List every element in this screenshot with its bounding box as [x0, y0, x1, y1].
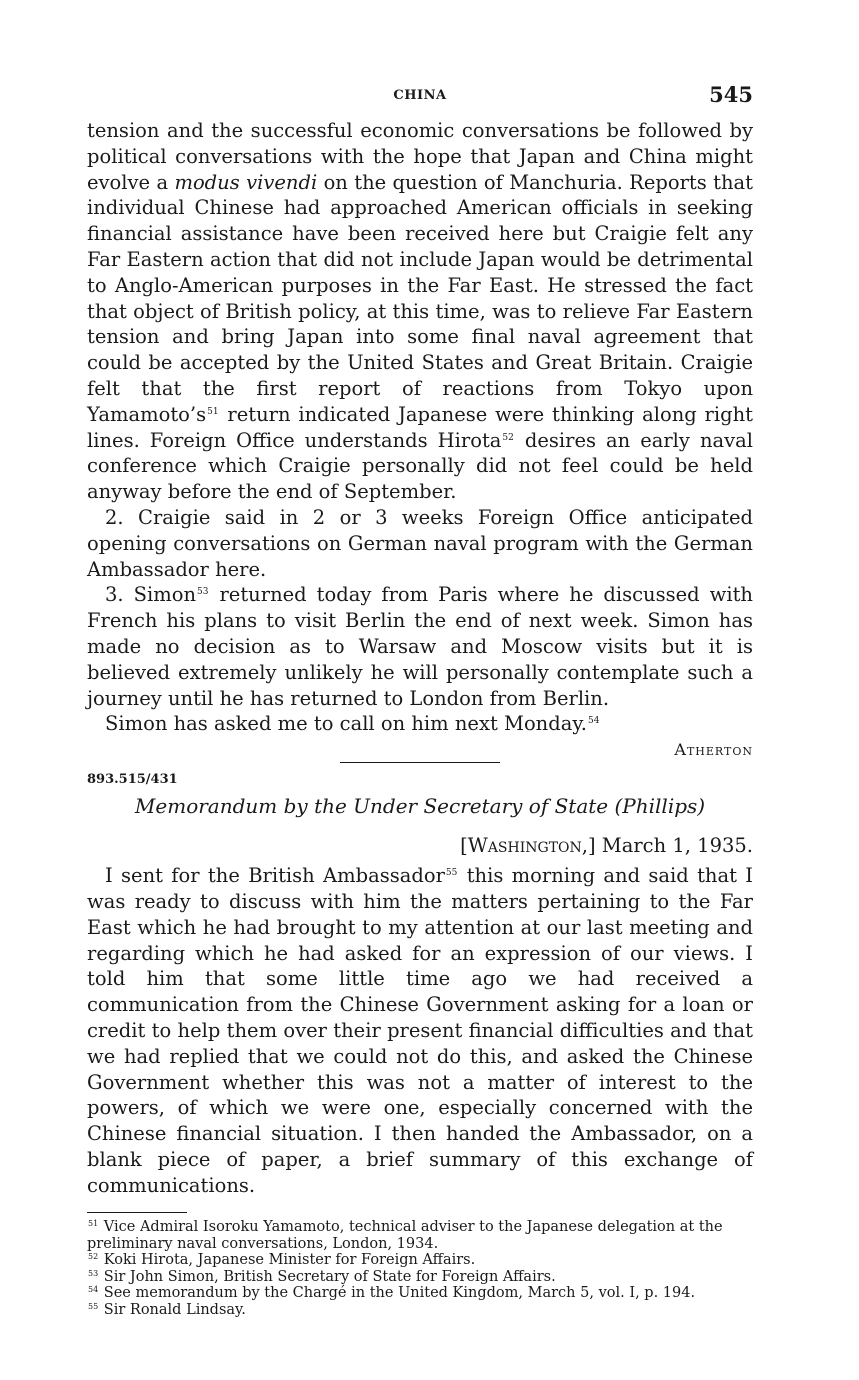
dateline-place: Washington: [467, 834, 582, 858]
paragraph-3: 3. Simon$^{53}$ returned today from Paris where he discussed with French his plans to visit Berlin the end of next week. Simon has made no decision as to Warsaw and Moscow visits but it is believed extremely unlikely he will personally contemplate such a journey until he has returned to London from Berlin.: [87, 583, 753, 710]
page-header: [87, 78, 753, 118]
page-number: 545: [709, 82, 753, 107]
footnote-ref: 54: [587, 716, 600, 727]
document-page: [87, 78, 753, 1318]
paragraph-2: 2. Craigie said in 2 or 3 weeks Foreign Office anticipated opening conversations on German naval program with the German Ambassador here.: [87, 505, 753, 581]
footnote: $^{55}$ Sir Ronald Lindsay.: [88, 1301, 246, 1318]
memo-paragraph: I sent for the British Ambassador$^{55}$ this morning and said that I was ready to discuss with him the matters pertaining to the Far East which he had brought to my attention at our last meeting and regarding which he had asked for an expression of our views. I told him that some little time ago we had received a communication from the Chinese Government asking for a loan or credit to help them over their present financial difficulties and that we had replied that we could not do this, and asked the Chinese Government whether this was not a matter of interest to the powers, of which we were one, especially concerned with the Chinese financial situation. I then handed the Ambassador, on a blank piece of paper, a brief summary of this exchange of communications.: [87, 864, 753, 1197]
footnote-ref: 52: [502, 432, 514, 443]
paragraph-4: Simon has asked me to call on him next Monday.$^{54}$: [105, 712, 600, 736]
footnote: $^{53}$ Sir John Simon, British Secretary of State for Foreign Affairs.: [88, 1268, 556, 1285]
italic-phrase: modus vivendi: [174, 170, 318, 194]
footnote-ref: 53: [197, 587, 209, 598]
running-head: CHINA: [393, 88, 447, 103]
signature: Atherton: [674, 740, 753, 760]
footnote: $^{54}$ See memorandum by the Chargé in the United Kingdom, March 5, vol. I, p. 194.: [88, 1285, 696, 1302]
file-number: 893.515/431: [87, 772, 178, 788]
paragraph-continued: tension and the successful economic conversations be followed by political conversations with the hope that Japan and China might evolve a modus vivendi on the question of Manchuria. Reports that individual Chinese had approached American officials in seeking financial assistance have been received here but Craigie felt any Far Eastern action that did not include Japan would be detrimental to Anglo-American purposes in the Far East. He stressed the fact that object of British policy, at this time, was to relieve Far Eastern tension and bring Japan into some final naval agreement that could be accepted by the United States and Great Britain. Craigie felt that the first report of reactions from Tokyo upon $Yamamoto’s^{51}$ return indicated Japanese were thinking along right lines. Foreign Office understands Hirota$^{52}$ desires an early naval conference which Craigie personally did not feel could be held anyway before the end of September.: [87, 119, 754, 504]
footnote: $^{52}$ Koki Hirota, Japanese Minister for Foreign Affairs.: [88, 1252, 476, 1269]
dateline: [Washington,] March 1, 1935.: [460, 834, 753, 858]
section-divider: [340, 762, 500, 763]
footnote-ref: 55: [445, 868, 458, 879]
document-title: Memorandum by the Under Secretary of State (Phillips): [134, 794, 706, 819]
footnotes: [87, 1219, 753, 1318]
footnote-ref: 51: [207, 406, 219, 417]
footnote: $^{51}$ Vice Admiral Isoroku Yamamoto, technical adviser to the Japanese delegation at the preliminary naval conversations, London, 1934.: [87, 1219, 723, 1252]
footnote-divider: [87, 1212, 187, 1213]
